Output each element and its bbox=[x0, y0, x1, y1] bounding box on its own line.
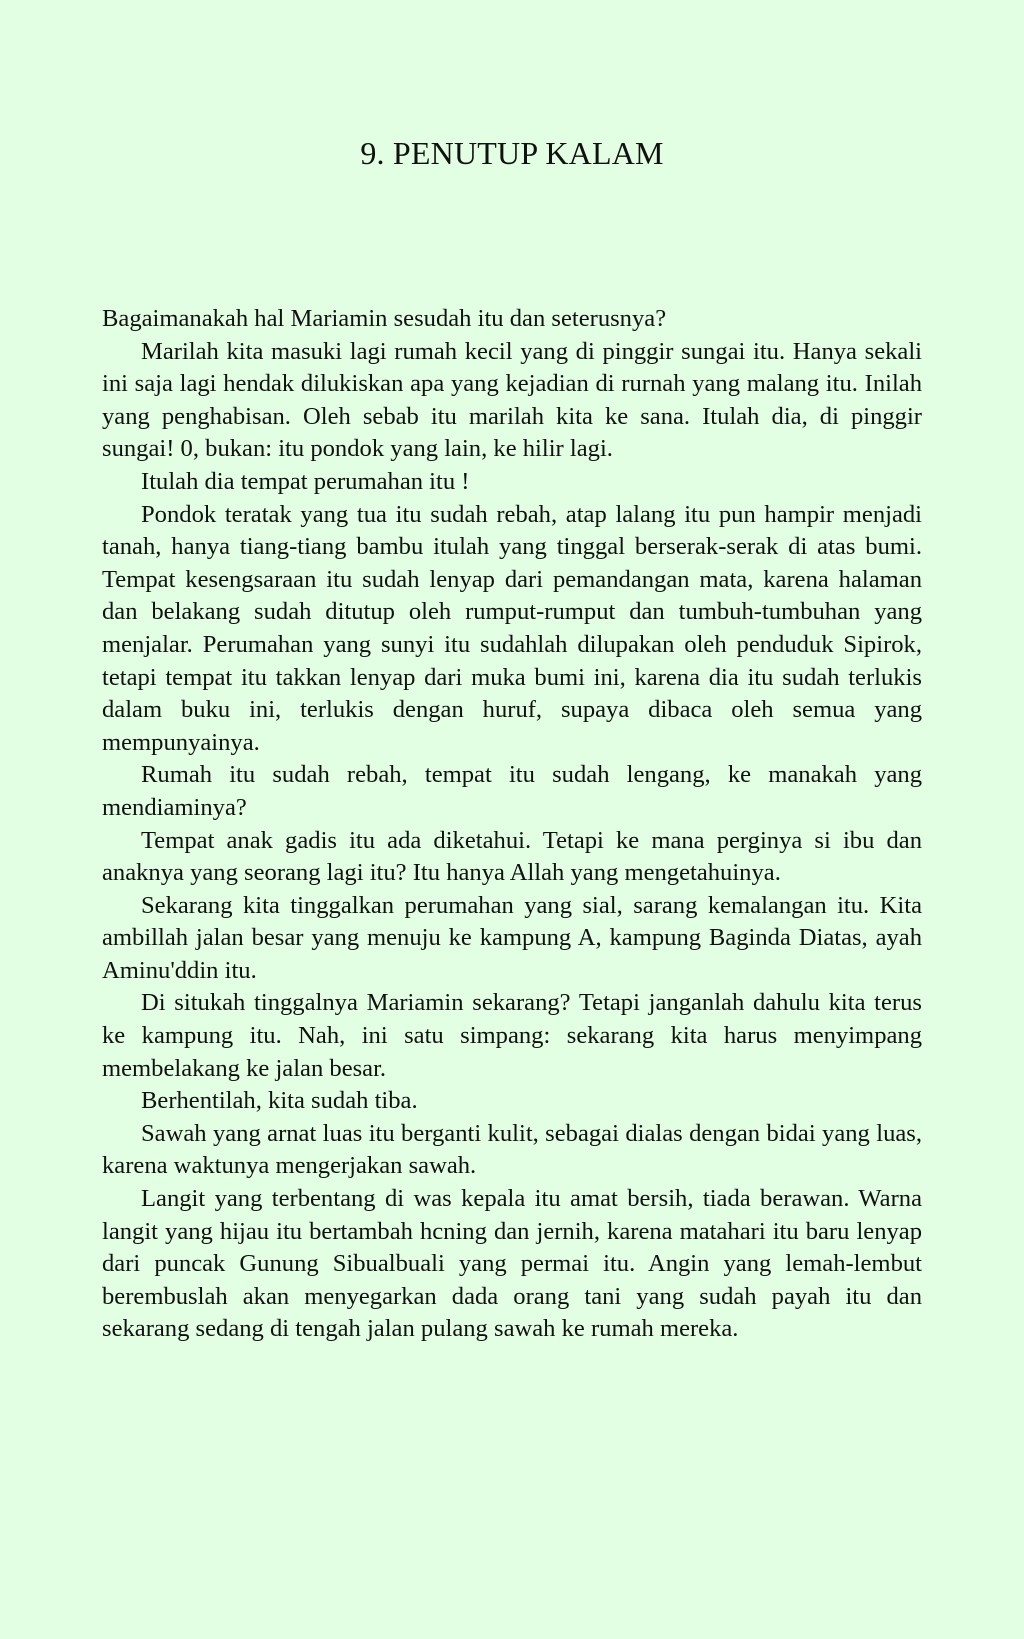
paragraph: Berhentilah, kita sudah tiba. bbox=[141, 1087, 418, 1115]
chapter-title: 9. PENUTUP KALAM bbox=[360, 135, 664, 171]
paragraph: Sawah yang arnat luas itu berganti kulit, sebagai dialas dengan bidai yang luas, karena waktunya mengerjakan sawah. bbox=[102, 1119, 922, 1180]
paragraph: Sekarang kita tinggalkan perumahan yang sial, sarang kemalangan itu. Kita ambillah jalan besar yang menuju ke kampung A, kampung Baginda Diatas, ayah Aminu'ddin itu. bbox=[102, 891, 922, 984]
paragraph: Itulah dia tempat perumahan itu ! bbox=[141, 467, 470, 495]
paragraph: Pondok teratak yang tua itu sudah rebah, atap lalang itu pun hampir menjadi tanah, hanya tiang-tiang bambu itulah yang tinggal berserak-serak di atas bumi. Tempat kesengsaraan itu sudah lenyap dari pemandangan mata, karena halaman dan belakang sudah ditutup oleh rumput-rumput dan tumbuh-tumbuhan yang menjalar. Perumahan yang sunyi itu sudahlah dilupakan oleh penduduk Sipirok, tetapi tempat itu takkan lenyap dari muka bumi ini, karena dia itu sudah terlukis dalam buku ini, terlukis dengan huruf, supaya dibaca oleh semua yang mempunyainya. bbox=[102, 500, 922, 756]
paragraph: Bagaimanakah hal Mariamin sesudah itu dan seterusnya? bbox=[102, 305, 667, 332]
paragraph: Di situkah tinggalnya Mariamin sekarang? Tetapi janganlah dahulu kita terus ke kampung itu. Nah, ini satu simpang: sekarang kita harus menyimpang membelakang ke jalan besar. bbox=[102, 989, 922, 1082]
paragraph: Marilah kita masuki lagi rumah kecil yang di pinggir sungai itu. Hanya sekali ini saja lagi hendak dilukiskan apa yang kejadian di rurnah yang malang itu. Inilah yang penghabisan. Oleh sebab itu marilah kita ke sana. Itulah dia, di pinggir sungai! 0, bukan: itu pondok yang lain, ke hilir lagi. bbox=[102, 337, 922, 463]
paragraph: Tempat anak gadis itu ada diketahui. Tetapi ke mana perginya si ibu dan anaknya yang seorang lagi itu? Itu hanya Allah yang mengetahuinya. bbox=[102, 826, 922, 887]
chapter-body bbox=[102, 303, 922, 1346]
paragraph: Rumah itu sudah rebah, tempat itu sudah lengang, ke manakah yang mendiaminya? bbox=[102, 761, 922, 821]
paragraph: Langit yang terbentang di was kepala itu amat bersih, tiada berawan. Warna langit yang hijau itu bertambah hcning dan jernih, karena matahari itu baru lenyap dari puncak Gunung Sibualbuali yang permai itu. Angin yang lemah-lembut berembuslah akan menyegarkan dada orang tani yang sudah payah itu dan sekarang sedang di tengah jalan pulang sawah ke rumah mereka. bbox=[102, 1185, 922, 1343]
